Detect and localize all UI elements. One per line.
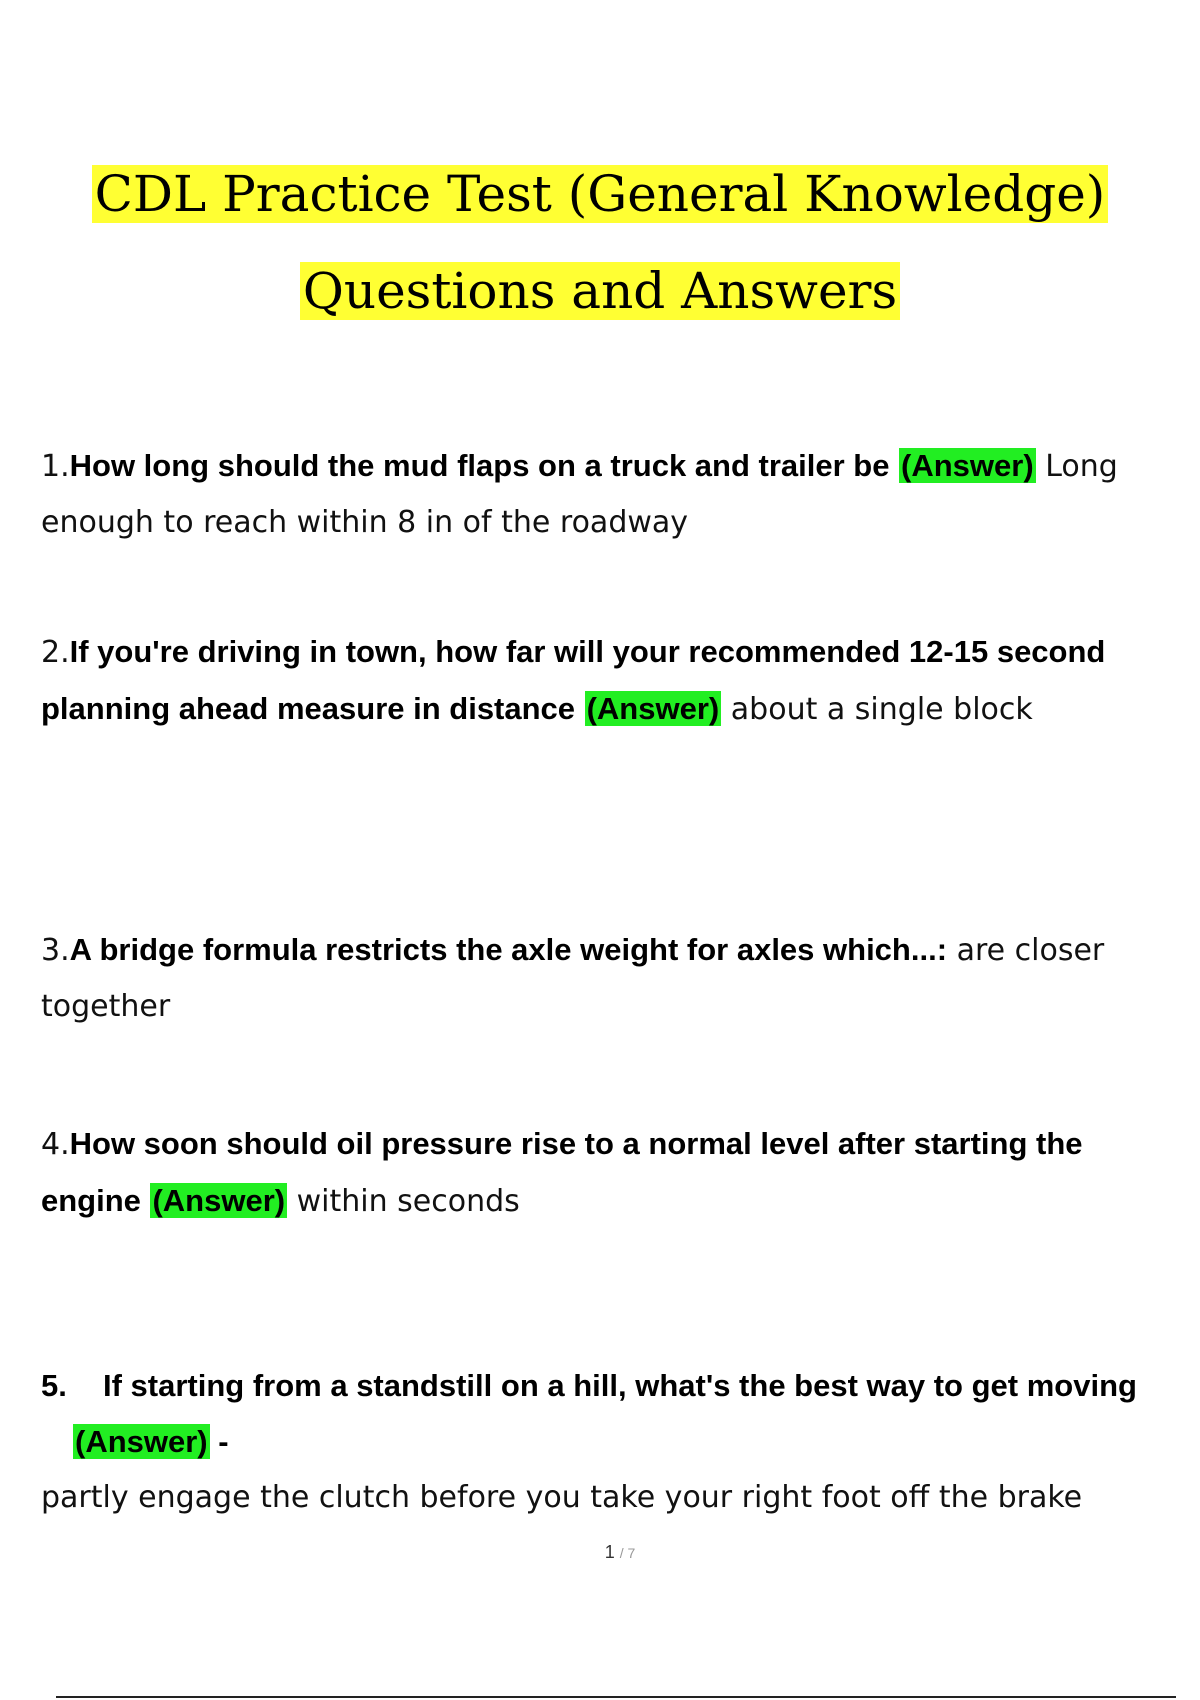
answer-text: within seconds (296, 1184, 520, 1219)
question-number: 5. (41, 1368, 67, 1403)
question-text: If you're driving in town, how far will your recommended 12-15 second planning ahead measure in distance (41, 634, 1106, 726)
answer-text: Long enough to reach within 8 in of the roadway (41, 449, 1118, 540)
question-item-2 (41, 624, 1181, 738)
title-line-1 (0, 162, 1200, 226)
question-item-5 (41, 1358, 1191, 1470)
question-number: 4. (41, 1127, 70, 1162)
question-item-1 (41, 438, 1181, 551)
question-text: A bridge formula restricts the axle weight for axles which...: (69, 932, 948, 967)
question-item-3 (41, 922, 1181, 1035)
answer-tag: (Answer) (75, 1424, 208, 1459)
question-text: How long should the mud flaps on a truck and trailer be (69, 448, 890, 483)
page-current: 1 (604, 1542, 615, 1562)
question-number: 1. (41, 449, 70, 484)
question-number: 2. (41, 635, 70, 670)
question-text: How soon should oil pressure rise to a normal level after starting the engine (41, 1126, 1083, 1218)
answer-text: are closer together (41, 933, 1105, 1024)
question-text: If starting from a standstill on a hill, what's the best way to get moving (103, 1368, 1137, 1403)
question-number: 3. (41, 933, 70, 968)
answer-tag: (Answer) (152, 1183, 286, 1218)
question-item-4 (41, 1116, 1181, 1230)
title-line-2 (0, 259, 1200, 323)
answer-tag: (Answer) (586, 691, 720, 726)
title-highlight-2: Questions and Answers (300, 262, 900, 320)
title-highlight-1: CDL Practice Test (General Knowledge) (92, 165, 1109, 223)
page-total: / 7 (619, 1545, 636, 1561)
answer-text: about a single block (730, 692, 1033, 727)
page-divider (56, 1696, 1176, 1698)
answer-text-5: partly engage the clutch before you take your right foot off the brake (41, 1480, 1083, 1515)
answer-separator: - (218, 1424, 229, 1459)
answer-tag: (Answer) (901, 448, 1034, 483)
page-indicator (0, 1542, 1200, 1563)
